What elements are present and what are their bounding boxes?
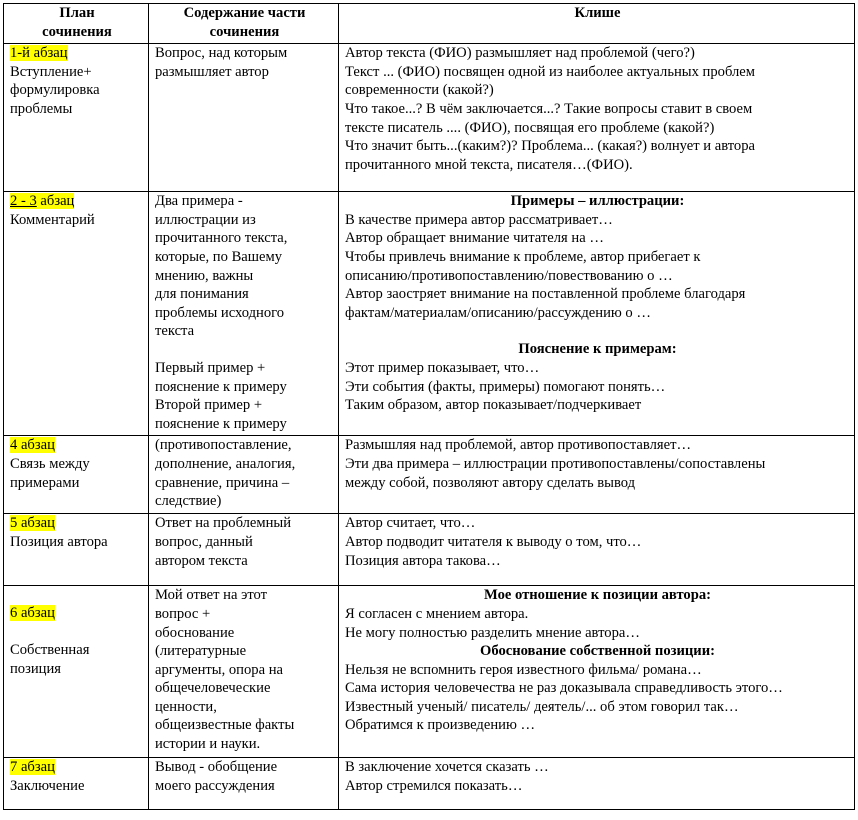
paragraph-label: 6 абзац xyxy=(10,605,55,622)
header-content: Содержание части сочинения xyxy=(149,4,339,44)
content-cell: Вывод - обобщение моего рассуждения xyxy=(149,758,339,810)
table-row xyxy=(4,436,855,514)
cliche-heading: Обоснование собственной позиции: xyxy=(479,643,715,660)
table-row xyxy=(4,514,855,586)
table-row xyxy=(4,758,855,810)
plan-cell: 7 абзац Заключение xyxy=(4,758,149,810)
content-cell: Два примера - иллюстрации из прочитанного текста, которые, по Вашему мнению, важны для понимания проблемы исходного текста Первый пример + пояснение к примеру Второй пример + пояснение к примеру xyxy=(149,192,339,436)
content-cell: Ответ на проблемный вопрос, данный автором текста xyxy=(149,514,339,586)
cliche-cell: Примеры – иллюстрации: В качестве примера автор рассматривает… Автор обращает внимание читателя на … Чтобы привлечь внимание к проблеме, автор прибегает к описанию/противопоставлению/повествованию о … Автор заостряет внимание на поставленной проблеме благодаря фактам/материалам/описанию/рассуждению о … Пояснение к примерам: Этот пример показывает, что… Эти события (факты, примеры) помогают понять… Таким образом, автор показывает/подчеркивает xyxy=(339,192,855,436)
table-row xyxy=(4,586,855,758)
paragraph-label: 5 абзац xyxy=(10,515,55,532)
plan-cell: 5 абзац Позиция автора xyxy=(4,514,149,586)
plan-cell: 6 абзац Собственная позиция xyxy=(4,586,149,758)
table-row xyxy=(4,192,855,436)
table-row xyxy=(4,44,855,192)
cliche-cell: Автор считает, что… Автор подводит читателя к выводу о том, что… Позиция автора такова… xyxy=(339,514,855,586)
header-cliche: Клише xyxy=(339,4,855,44)
header-plan: План сочинения xyxy=(4,4,149,44)
plan-cell: 4 абзац Связь между примерами xyxy=(4,436,149,514)
paragraph-label: 7 абзац xyxy=(10,759,55,776)
cliche-cell: Размышляя над проблемой, автор противопоставляет… Эти два примера – иллюстрации противопоставлены/сопоставлены между собой, позволяют автору сделать вывод xyxy=(339,436,855,514)
content-cell: (противопоставление, дополнение, аналогия, сравнение, причина – следствие) xyxy=(149,436,339,514)
content-cell: Вопрос, над которым размышляет автор xyxy=(149,44,339,192)
paragraph-label: 4 абзац xyxy=(10,437,55,454)
cliche-cell: Автор текста (ФИО) размышляет над проблемой (чего?) Текст ... (ФИО) посвящен одной из наиболее актуальных проблем современности (какой?) Что такое...? В чём заключается...? Такие вопросы ставит в своем тексте писатель .... (ФИО), посвящая его проблеме (какой?) Что значит быть...(каким?)? Проблема... (какая?) волнует и автора прочитанного мной текста, писателя…(ФИО). xyxy=(339,44,855,192)
cliche-heading: Мое отношение к позиции автора: xyxy=(484,587,711,604)
content-cell: Мой ответ на этот вопрос + обоснование (литературные аргументы, опора на общечеловеческие ценности, общеизвестные факты истории и науки. xyxy=(149,586,339,758)
essay-plan-table xyxy=(3,3,855,810)
paragraph-label: 1-й абзац xyxy=(10,45,68,62)
paragraph-label: 2 - 3 абзац xyxy=(10,193,75,210)
table-header-row xyxy=(4,4,855,44)
cliche-cell: Мое отношение к позиции автора: Я согласен с мнением автора. Не могу полностью разделить мнение автора… Обоснование собственной позиции: Нельзя не вспомнить героя известного фильма/ романа… Сама история человечества не раз доказывала справедливость этого… Известный ученый/ писатель/ деятель/... об этом говорил так… Обратимся к произведению … xyxy=(339,586,855,758)
plan-cell: 2 - 3 абзац Комментарий xyxy=(4,192,149,436)
plan-cell: 1-й абзац Вступление+ формулировка проблемы xyxy=(4,44,149,192)
cliche-cell: В заключение хочется сказать … Автор стремился показать… xyxy=(339,758,855,810)
cliche-heading: Примеры – иллюстрации: xyxy=(510,193,685,210)
cliche-heading: Пояснение к примерам: xyxy=(518,341,677,358)
